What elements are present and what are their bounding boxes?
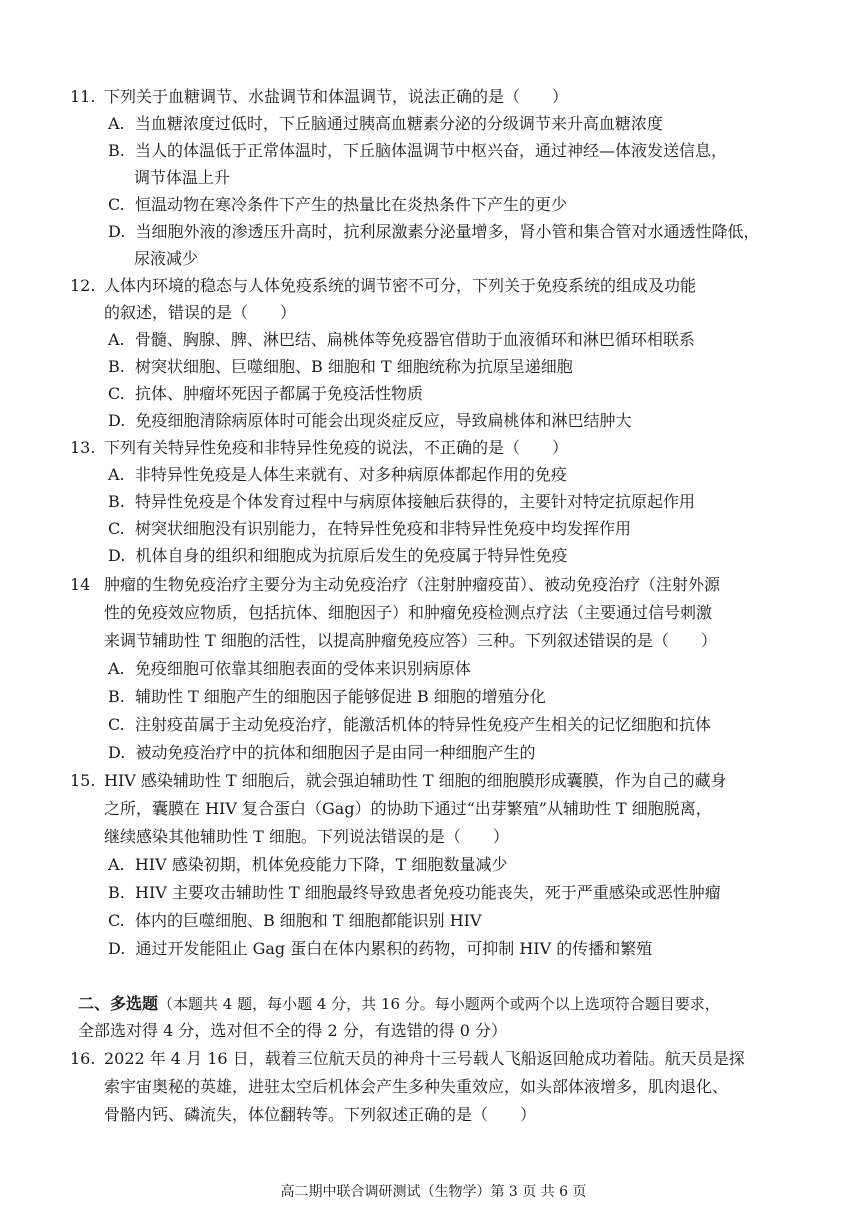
question-number: 14: [70, 575, 91, 594]
question-stem: 11. 下列关于血糖调节、水盐调节和体温调节，说法正确的是（ ）: [70, 87, 569, 106]
question-stem: 14 肿瘤的生物免疫治疗主要分为主动免疫治疗（注射肿瘤疫苗）、被动免疫治疗（注射外源: [70, 575, 721, 594]
question-stem: 15. HIV 感染辅助性 T 细胞后，就会强迫辅助性 T 细胞的细胞膜形成囊膜，作为自己的藏身: [70, 771, 727, 790]
option-a: A. HIV 感染初期，机体免疫能力下降，T 细胞数量减少: [108, 855, 508, 874]
question-number: 15.: [70, 771, 96, 790]
option-a: A. 当血糖浓度过低时，下丘脑通过胰高血糖素分泌的分级调节来升高血糖浓度: [108, 114, 663, 133]
option-c: C. 体内的巨噬细胞、B 细胞和 T 细胞都能识别 HIV: [108, 911, 482, 930]
question-stem: 16. 2022 年 4 月 16 日，载着三位航天员的神舟十三号载人飞船返回舱成功着陆。航天员是探: [70, 1049, 745, 1068]
question-number: 16.: [70, 1049, 96, 1068]
option-d: D. 机体自身的组织和细胞成为抗原后发生的免疫属于特异性免疫: [108, 546, 568, 565]
option-c: C. 恒温动物在寒冷条件下产生的热量比在炎热条件下产生的更少: [108, 195, 567, 214]
option-b: B. 辅助性 T 细胞产生的细胞因子能够促进 B 细胞的增殖分化: [108, 687, 546, 706]
question-stem-continued: 性的免疫效应物质，包括抗体、细胞因子）和肿瘤免疫检测点疗法（主要通过信号刺激: [104, 603, 713, 622]
question-stem-continued: 继续感染其他辅助性 T 细胞。下列说法错误的是（ ）: [104, 827, 509, 846]
section-note-continued: 全部选对得 4 分，选对但不全的得 2 分，有选错的得 0 分）: [78, 1021, 508, 1040]
option-d-continued: 尿液减少: [134, 249, 199, 268]
option-d: D. 被动免疫治疗中的抗体和细胞因子是由同一种细胞产生的: [108, 743, 536, 762]
question-stem-continued: 的叙述，错误的是（ ）: [104, 303, 297, 322]
question-number: 12.: [70, 276, 96, 295]
question-stem: 12. 人体内环境的稳态与人体免疫系统的调节密不可分，下列关于免疫系统的组成及功能: [70, 276, 697, 295]
question-stem-continued: 之所，囊膜在 HIV 复合蛋白（Gag）的协助下通过“出芽繁殖”从辅助性 T 细胞脱离，: [104, 799, 712, 818]
question-number: 13.: [70, 438, 96, 457]
question-number: 11.: [70, 87, 96, 106]
option-a: A. 免疫细胞可依靠其细胞表面的受体来识别病原体: [108, 659, 471, 678]
section-title: 二、多选题: [78, 994, 159, 1013]
option-b: B. 树突状细胞、巨噬细胞、B 细胞和 T 细胞统称为抗原呈递细胞: [108, 357, 573, 376]
question-stem: 13. 下列有关特异性免疫和非特异性免疫的说法，不正确的是（ ）: [70, 438, 569, 457]
option-b: B. HIV 主要攻击辅助性 T 细胞最终导致患者免疫功能丧失，死于严重感染或恶性肿瘤: [108, 883, 721, 902]
option-b-continued: 调节体温上升: [134, 168, 231, 187]
page-footer: 高二期中联合调研测试（生物学）第 3 页 共 6 页: [280, 1184, 587, 1200]
question-stem-continued: 来调节辅助性 T 细胞的活性，以提高肿瘤免疫应答）三种。下列叙述错误的是（ ）: [104, 631, 717, 650]
option-d: D. 免疫细胞清除病原体时可能会出现炎症反应，导致扁桃体和淋巴结肿大: [108, 411, 632, 430]
option-d: D. 通过开发能阻止 Gag 蛋白在体内累积的药物，可抑制 HIV 的传播和繁殖: [108, 939, 653, 958]
option-c: C. 抗体、肿瘤坏死因子都属于免疫活性物质: [108, 384, 423, 403]
option-a: A. 非特异性免疫是人体生来就有、对多种病原体都起作用的免疫: [108, 465, 567, 484]
option-b: B. 当人的体温低于正常体温时，下丘脑体温调节中枢兴奋，通过神经—体液发送信息，: [108, 141, 728, 160]
section-note: （本题共 4 题，每小题 4 分，共 16 分。每小题两个或两个以上选项符合题目要求，: [158, 995, 720, 1013]
option-d: D. 当细胞外液的渗透压升高时，抗利尿激素分泌量增多，肾小管和集合管对水通透性降低，: [108, 222, 760, 241]
section-header: [78, 994, 720, 1014]
option-c: C. 树突状细胞没有识别能力，在特异性免疫和非特异性免疫中均发挥作用: [108, 519, 631, 538]
option-b: B. 特异性免疫是个体发育过程中与病原体接触后获得的，主要针对特定抗原起作用: [108, 492, 696, 511]
question-stem-continued: 索宇宙奥秘的英雄，进驻太空后机体会产生多种失重效应，如头部体液增多，肌肉退化、: [104, 1077, 729, 1096]
question-stem-continued: 骨骼内钙、磷流失，体位翻转等。下列叙述正确的是（ ）: [104, 1105, 537, 1124]
option-a: A. 骨髓、胸腺、脾、淋巴结、扁桃体等免疫器官借助于血液循环和淋巴循环相联系: [108, 330, 695, 349]
option-c: C. 注射疫苗属于主动免疫治疗，能激活机体的特异性免疫产生相关的记忆细胞和抗体: [108, 715, 711, 734]
